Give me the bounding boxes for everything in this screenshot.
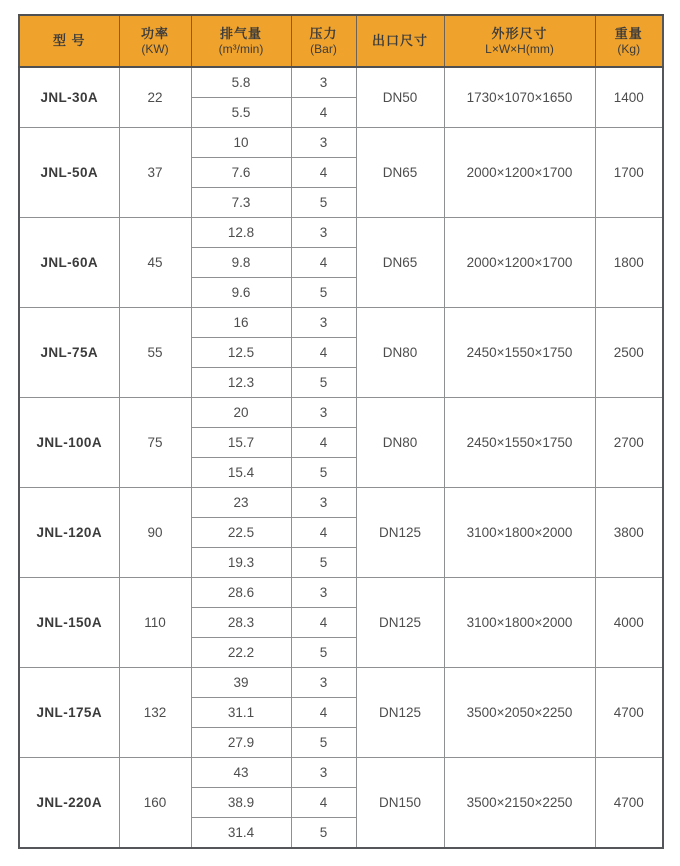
- col-header-pressure-title: 压力: [309, 26, 338, 41]
- flow-cell: 23: [191, 488, 291, 518]
- pressure-cell: 3: [291, 308, 356, 338]
- weight-cell: 4000: [595, 578, 663, 668]
- table-row: [19, 488, 663, 518]
- col-header-dimensions-title: 外形尺寸: [491, 26, 548, 41]
- pressure-cell: 5: [291, 638, 356, 668]
- pressure-cell: 4: [291, 338, 356, 368]
- table-row: [19, 668, 663, 698]
- col-header-pressure-sub: (Bar): [310, 42, 337, 56]
- pressure-cell: 4: [291, 158, 356, 188]
- pressure-cell: 3: [291, 398, 356, 428]
- weight-cell: 1400: [595, 67, 663, 128]
- pressure-cell: 3: [291, 488, 356, 518]
- table-row: [19, 758, 663, 788]
- dimensions-cell: 2450×1550×1750: [444, 398, 595, 488]
- model-cell: JNL-220A: [19, 758, 119, 849]
- model-cell: JNL-175A: [19, 668, 119, 758]
- model-cell: JNL-60A: [19, 218, 119, 308]
- pressure-cell: 5: [291, 368, 356, 398]
- flow-cell: 7.6: [191, 158, 291, 188]
- flow-cell: 5.5: [191, 98, 291, 128]
- pressure-cell: 5: [291, 188, 356, 218]
- col-header-flow-title: 排气量: [219, 26, 262, 41]
- weight-cell: 1800: [595, 218, 663, 308]
- col-header-weight: [595, 15, 663, 67]
- dimensions-cell: 2000×1200×1700: [444, 218, 595, 308]
- outlet-cell: DN125: [356, 578, 444, 668]
- pressure-cell: 4: [291, 518, 356, 548]
- pressure-cell: 4: [291, 698, 356, 728]
- col-header-dimensions: [444, 15, 595, 67]
- weight-cell: 2700: [595, 398, 663, 488]
- flow-cell: 12.8: [191, 218, 291, 248]
- spec-table-body: [19, 67, 663, 848]
- power-cell: 110: [119, 578, 191, 668]
- spec-table: [18, 14, 664, 849]
- col-header-model: [19, 15, 119, 67]
- pressure-cell: 4: [291, 608, 356, 638]
- col-header-model-title: 型 号: [52, 33, 86, 48]
- model-cell: JNL-100A: [19, 398, 119, 488]
- flow-cell: 27.9: [191, 728, 291, 758]
- flow-cell: 9.8: [191, 248, 291, 278]
- flow-cell: 12.3: [191, 368, 291, 398]
- model-cell: JNL-75A: [19, 308, 119, 398]
- dimensions-cell: 3500×2150×2250: [444, 758, 595, 849]
- col-header-outlet-title: 出口尺寸: [371, 33, 428, 48]
- col-header-weight-sub: (Kg): [617, 42, 641, 56]
- dimensions-cell: 3100×1800×2000: [444, 488, 595, 578]
- flow-cell: 15.4: [191, 458, 291, 488]
- flow-cell: 31.1: [191, 698, 291, 728]
- outlet-cell: DN80: [356, 398, 444, 488]
- power-cell: 45: [119, 218, 191, 308]
- flow-cell: 19.3: [191, 548, 291, 578]
- pressure-cell: 3: [291, 128, 356, 158]
- col-header-flow-sub: (m³/min): [218, 42, 264, 56]
- pressure-cell: 5: [291, 728, 356, 758]
- flow-cell: 38.9: [191, 788, 291, 818]
- flow-cell: 43: [191, 758, 291, 788]
- pressure-cell: 3: [291, 668, 356, 698]
- col-header-pressure: [291, 15, 356, 67]
- dimensions-cell: 2450×1550×1750: [444, 308, 595, 398]
- model-cell: JNL-120A: [19, 488, 119, 578]
- power-cell: 75: [119, 398, 191, 488]
- pressure-cell: 5: [291, 548, 356, 578]
- flow-cell: 28.3: [191, 608, 291, 638]
- flow-cell: 9.6: [191, 278, 291, 308]
- pressure-cell: 3: [291, 67, 356, 98]
- spec-table-head: [19, 15, 663, 67]
- weight-cell: 1700: [595, 128, 663, 218]
- dimensions-cell: 3100×1800×2000: [444, 578, 595, 668]
- flow-cell: 7.3: [191, 188, 291, 218]
- flow-cell: 15.7: [191, 428, 291, 458]
- spec-table-container: [18, 14, 664, 849]
- outlet-cell: DN65: [356, 218, 444, 308]
- flow-cell: 28.6: [191, 578, 291, 608]
- col-header-outlet: [356, 15, 444, 67]
- pressure-cell: 4: [291, 98, 356, 128]
- flow-cell: 10: [191, 128, 291, 158]
- weight-cell: 2500: [595, 308, 663, 398]
- pressure-cell: 4: [291, 788, 356, 818]
- pressure-cell: 5: [291, 278, 356, 308]
- col-header-flow: [191, 15, 291, 67]
- table-row: [19, 128, 663, 158]
- col-header-power-sub: (KW): [141, 42, 169, 56]
- weight-cell: 3800: [595, 488, 663, 578]
- flow-cell: 16: [191, 308, 291, 338]
- pressure-cell: 4: [291, 248, 356, 278]
- dimensions-cell: 3500×2050×2250: [444, 668, 595, 758]
- outlet-cell: DN80: [356, 308, 444, 398]
- table-row: [19, 218, 663, 248]
- pressure-cell: 5: [291, 818, 356, 849]
- pressure-cell: 4: [291, 428, 356, 458]
- weight-cell: 4700: [595, 758, 663, 849]
- power-cell: 90: [119, 488, 191, 578]
- power-cell: 160: [119, 758, 191, 849]
- table-row: [19, 398, 663, 428]
- power-cell: 22: [119, 67, 191, 128]
- outlet-cell: DN150: [356, 758, 444, 849]
- flow-cell: 31.4: [191, 818, 291, 849]
- outlet-cell: DN125: [356, 488, 444, 578]
- outlet-cell: DN125: [356, 668, 444, 758]
- pressure-cell: 3: [291, 758, 356, 788]
- flow-cell: 5.8: [191, 67, 291, 98]
- outlet-cell: DN50: [356, 67, 444, 128]
- model-cell: JNL-30A: [19, 67, 119, 128]
- power-cell: 55: [119, 308, 191, 398]
- weight-cell: 4700: [595, 668, 663, 758]
- pressure-cell: 3: [291, 578, 356, 608]
- dimensions-cell: 2000×1200×1700: [444, 128, 595, 218]
- flow-cell: 22.5: [191, 518, 291, 548]
- model-cell: JNL-150A: [19, 578, 119, 668]
- dimensions-cell: 1730×1070×1650: [444, 67, 595, 128]
- pressure-cell: 5: [291, 458, 356, 488]
- flow-cell: 39: [191, 668, 291, 698]
- table-row: [19, 578, 663, 608]
- power-cell: 37: [119, 128, 191, 218]
- pressure-cell: 3: [291, 218, 356, 248]
- flow-cell: 22.2: [191, 638, 291, 668]
- flow-cell: 12.5: [191, 338, 291, 368]
- table-row: [19, 308, 663, 338]
- outlet-cell: DN65: [356, 128, 444, 218]
- model-cell: JNL-50A: [19, 128, 119, 218]
- col-header-weight-title: 重量: [614, 26, 643, 41]
- col-header-power: [119, 15, 191, 67]
- col-header-power-title: 功率: [140, 26, 169, 41]
- col-header-dimensions-sub: L×W×H(mm): [485, 42, 554, 56]
- table-row: [19, 67, 663, 98]
- header-row: [19, 15, 663, 67]
- flow-cell: 20: [191, 398, 291, 428]
- power-cell: 132: [119, 668, 191, 758]
